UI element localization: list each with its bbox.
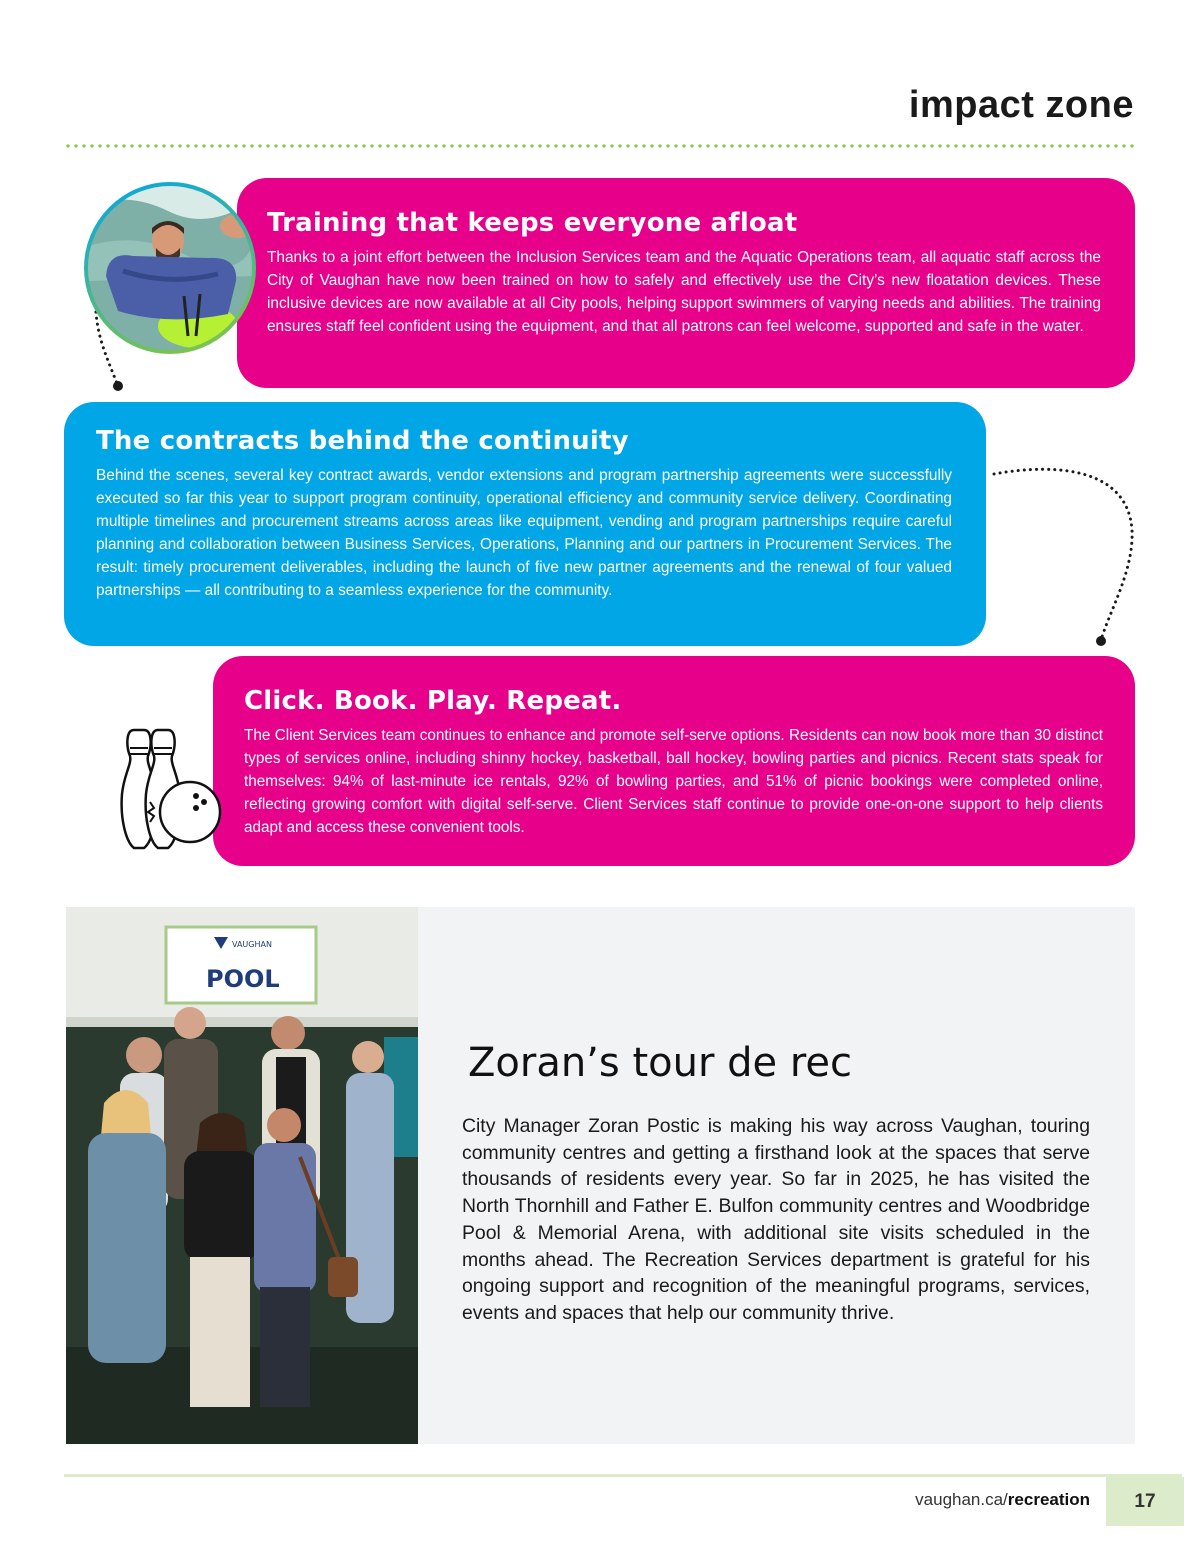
section-title: impact zone [908, 84, 1134, 126]
card-body: Behind the scenes, several key contract awards, vendor extensions and program partnership agreements were successfully executed so far this year to support program continuity, operational efficiency and community service delivery. Coordinating multiple timelines and procurement streams across areas like equipment, vending and program partnerships require careful planning and collaboration between Business Services, Operations, Planning and our partners in Procurement Services. The result: timely procurement deliverables, including the launch of five new partner agreements and the renewal of four valued partnerships — all contributing to a seamless experience for the community. [96, 467, 952, 599]
swimmer-photo [84, 182, 256, 354]
group-photo-image [66, 907, 418, 1444]
card-title: The contracts behind the continuity [96, 426, 629, 456]
page-number: 17 [1106, 1477, 1184, 1526]
footer-url-prefix: vaughan.ca/ [915, 1490, 1008, 1509]
card-title: Training that keeps everyone afloat [267, 208, 798, 238]
footer-url-bold: recreation [1007, 1490, 1090, 1509]
card-contracts [64, 402, 986, 646]
card-aquatic-training [237, 178, 1135, 388]
footer-divider [64, 1474, 1182, 1477]
card-title: Click. Book. Play. Repeat. [244, 686, 622, 716]
card-body: The Client Services team continues to enhance and promote self-serve options. Residents can now book more than 30 distinct types of services online, including shinny hockey, basketball, ball hockey, bowling parties and picnics. Recent stats speak for themselves: 94% of last-minute ice rentals, 92% of bowling parties, and 51% of picnic bookings were completed online, reflecting growing comfort with digital self-serve. Client Services staff continue to provide one-on-one support to help clients adapt and access these convenient tools. [244, 727, 1103, 836]
sign-brand: VAUGHAN [232, 940, 272, 949]
swimmer-photo-image [88, 186, 252, 350]
feature-title: Zoran’s tour de rec [468, 1040, 853, 1086]
connector-dot-1 [113, 381, 123, 391]
sign-text: POOL [206, 965, 280, 993]
feature-body: City Manager Zoran Postic is making his way across Vaughan, touring community centres and getting a firsthand look at the spaces that serve thousands of residents every year. So far in 2025, he has visited the North Thornhill and Father E. Bulfon community centres and Woodbridge Pool & Memorial Arena, with additional site visits scheduled in the months ahead. The Recreation Services department is grateful for his ongoing support and recognition of the meaningful programs, services, events and spaces that help our community thrive. [462, 1115, 1090, 1324]
connector-curve-2 [994, 469, 1132, 640]
card-body: Thanks to a joint effort between the Inclusion Services team and the Aquatic Operations team, all aquatic staff across the City of Vaughan have now been trained on how to safely and effectively use the City’s new floatation devices. These inclusive devices are now available at all City pools, helping support swimmers of varying needs and abilities. The training ensures staff feel confident using the equipment, and that all patrons can feel welcome, supported and safe in the water. [267, 249, 1101, 335]
connector-dot-2 [1096, 636, 1106, 646]
card-click-book-play [213, 656, 1135, 866]
footer-link[interactable] [915, 1490, 1090, 1510]
group-photo [66, 907, 418, 1444]
bowling-icon [112, 724, 224, 854]
